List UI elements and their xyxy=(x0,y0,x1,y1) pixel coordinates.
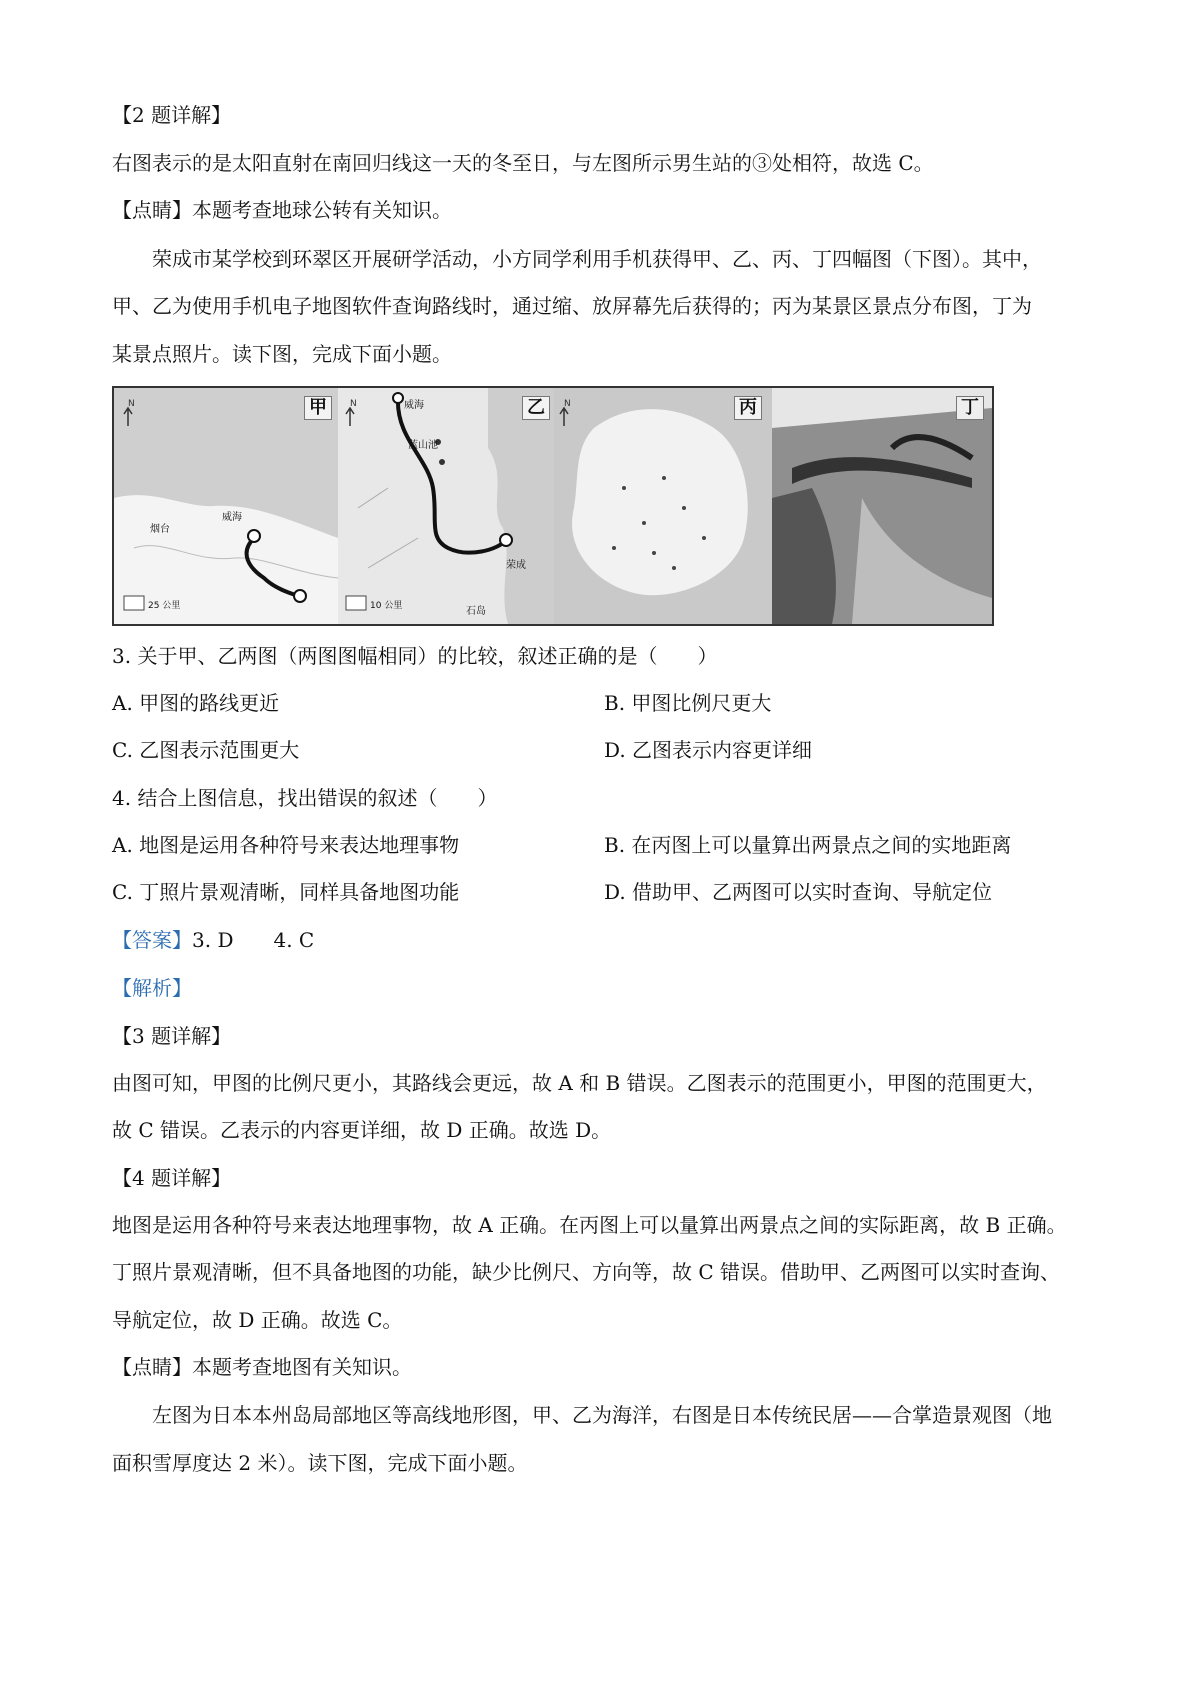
label-yi: 乙 xyxy=(522,396,550,420)
map-jia-city2: 烟台 xyxy=(150,524,170,535)
intro-line-3: 某景点照片。读下图，完成下面小题。 xyxy=(112,342,452,366)
map-yi-image xyxy=(338,388,554,624)
map-figure xyxy=(112,386,994,626)
intro-line-1: 荣成市某学校到环翠区开展研学活动，小方同学利用手机获得甲、乙、丙、丁四幅图（下图）。其中， xyxy=(152,247,1042,271)
label-ding: 丁 xyxy=(956,396,984,420)
panel-jia xyxy=(114,388,338,624)
map-jia-image xyxy=(114,388,338,624)
q4-option-b: B. 在丙图上可以量算出两景点之间的实地距离 xyxy=(604,833,1012,857)
q4-detail-line-1: 地图是运用各种符号来表达地理事物，故 A 正确。在丙图上可以量算出两景点之间的实际距离，故 B 正确。 xyxy=(112,1213,1067,1237)
q2-detail-text: 右图表示的是太阳直射在南回归线这一天的冬至日，与左图所示男生站的③处相符，故选 C。 xyxy=(112,151,934,175)
next-intro-line-2: 面积雪厚度达 2 米）。读下图，完成下面小题。 xyxy=(112,1451,528,1475)
q4-detail-line-2: 丁照片景观清晰，但不具备地图的功能，缺少比例尺、方向等，故 C 错误。借助甲、乙两图可以实时查询、 xyxy=(112,1260,1061,1284)
map-yi-place-3: 荣成 xyxy=(506,560,526,571)
q4-detail-line-3: 导航定位，故 D 正确。故选 C。 xyxy=(112,1308,403,1332)
svg-text:N: N xyxy=(564,399,571,409)
map-yi-place-1: 威海 xyxy=(404,400,424,411)
scenic-photo xyxy=(772,388,992,624)
map-yi-place-4: 石岛 xyxy=(466,606,486,617)
q3-option-b: B. 甲图比例尺更大 xyxy=(604,691,772,715)
map-jia-scale: 25 公里 xyxy=(148,601,181,611)
q4-option-d: D. 借助甲、乙两图可以实时查询、导航定位 xyxy=(604,880,993,904)
answer-line xyxy=(112,926,1102,954)
q4-tip: 【点睛】本题考查地图有关知识。 xyxy=(112,1355,412,1379)
q2-tip: 【点睛】本题考查地球公转有关知识。 xyxy=(112,198,452,222)
next-intro-line-1: 左图为日本本州岛局部地区等高线地形图，甲、乙为海洋，右图是日本传统民居——合掌造景观图（地 xyxy=(152,1403,1052,1427)
q3-detail-line-1: 由图可知，甲图的比例尺更小，其路线会更远，故 A 和 B 错误。乙图表示的范围更小，甲图的范围更大， xyxy=(112,1071,1047,1095)
q4-option-c: C. 丁照片景观清晰，同样具备地图功能 xyxy=(112,880,460,904)
analysis-label: 【解析】 xyxy=(112,976,192,1000)
q3-stem: 3. 关于甲、乙两图（两图图幅相同）的比较，叙述正确的是（ ） xyxy=(112,644,718,668)
q4-stem: 4. 结合上图信息，找出错误的叙述（ ） xyxy=(112,786,498,810)
map-yi-scale: 10 公里 xyxy=(370,601,403,611)
q3-detail-heading: 【3 题详解】 xyxy=(112,1024,232,1048)
q4-detail-heading: 【4 题详解】 xyxy=(112,1166,232,1190)
q3-option-c: C. 乙图表示范围更大 xyxy=(112,738,300,762)
q3-detail-line-2: 故 C 错误。乙表示的内容更详细，故 D 正确。故选 D。 xyxy=(112,1118,612,1142)
svg-text:N: N xyxy=(128,399,135,409)
panel-bing xyxy=(554,388,772,624)
q3-option-a: A. 甲图的路线更近 xyxy=(112,691,280,715)
q2-detail-heading: 【2 题详解】 xyxy=(112,103,232,127)
label-bing: 丙 xyxy=(734,396,762,420)
map-jia-city1: 威海 xyxy=(222,512,242,523)
panel-ding xyxy=(772,388,992,624)
answer-text: 3. D 4. C xyxy=(192,928,315,952)
panel-yi xyxy=(338,388,554,624)
label-jia: 甲 xyxy=(304,396,332,420)
intro-line-2: 甲、乙为使用手机电子地图软件查询路线时，通过缩、放屏幕先后获得的；丙为某景区景点分布图，丁为 xyxy=(112,294,1032,318)
q4-option-a: A. 地图是运用各种符号来表达地理事物 xyxy=(112,833,460,857)
answer-label: 【答案】 xyxy=(112,928,192,952)
map-yi-place-2: 蓝山池 xyxy=(408,440,438,451)
svg-text:N: N xyxy=(350,399,357,409)
q3-option-d: D. 乙图表示内容更详细 xyxy=(604,738,813,762)
map-bing-image xyxy=(554,388,772,624)
